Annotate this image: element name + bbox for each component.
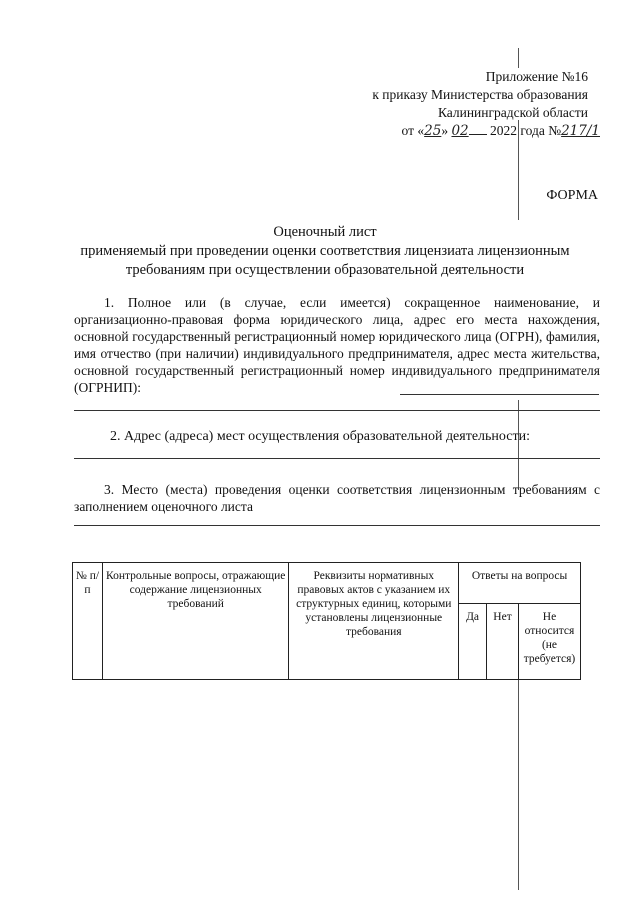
col-requisites-header: Реквизиты нормативных правовых актов с указанием их структурных единиц, которыми установлены лицензионные требования (289, 563, 459, 680)
scan-artifact (518, 680, 519, 890)
date-underline (469, 121, 487, 135)
fill-line (74, 458, 600, 459)
form-label: ФОРМА (546, 188, 598, 203)
date-year: 2022 года № (490, 123, 562, 138)
appendix-label: Приложение №16 (485, 69, 588, 84)
section-2-text: 2. Адрес (адреса) мест осуществления образовательной деятельности: (110, 429, 530, 444)
title-line3: требованиям при осуществлении образовательной деятельности (125, 262, 525, 278)
date-month: 02 (451, 123, 469, 139)
date-mid: » (441, 123, 449, 138)
order-line: к приказу Министерства образования (372, 87, 588, 102)
date-prefix: от « (401, 123, 425, 138)
title-main: Оценочный лист (273, 224, 377, 240)
region-line: Калининградской области (437, 105, 588, 120)
order-number: 217/1 (561, 123, 600, 139)
order-date-line (280, 121, 600, 140)
col-na-header: Не относится (не требуется) (518, 604, 580, 680)
col-questions-header: Контрольные вопросы, отражающие содержание лицензионных требований (102, 563, 289, 680)
section-1-text: 1. Полное или (в случае, если имеется) сокращенное наименование, и организационно-правовая форма юридического лица, адрес его места нахождения, основной государственный регистрационный номер юридического лица (ОГРН), фамилия, имя отчество (при наличии) индивидуального предпринимателя, адрес места жительства, основной государственный регистрационный номер индивидуального предпринимателя (ОГРНИП): (74, 295, 600, 395)
col-number-header: № п/п (73, 563, 103, 680)
date-day: 25 (424, 123, 442, 139)
evaluation-table (72, 562, 581, 680)
table-header-row (73, 563, 581, 604)
fill-line (74, 410, 600, 411)
fill-line (74, 525, 600, 526)
col-yes-header: Да (459, 604, 487, 680)
scan-artifact (518, 400, 519, 490)
col-no-header: Нет (487, 604, 519, 680)
section-3-text: 3. Место (места) проведения оценки соответствия лицензионным требованиям с заполнением оценочного листа (74, 482, 600, 514)
scan-artifact (518, 48, 519, 68)
fill-line (400, 394, 599, 395)
col-answers-header: Ответы на вопросы (459, 563, 581, 604)
title-line2: применяемый при проведении оценки соответствия лицензиата лицензионным (80, 243, 570, 259)
